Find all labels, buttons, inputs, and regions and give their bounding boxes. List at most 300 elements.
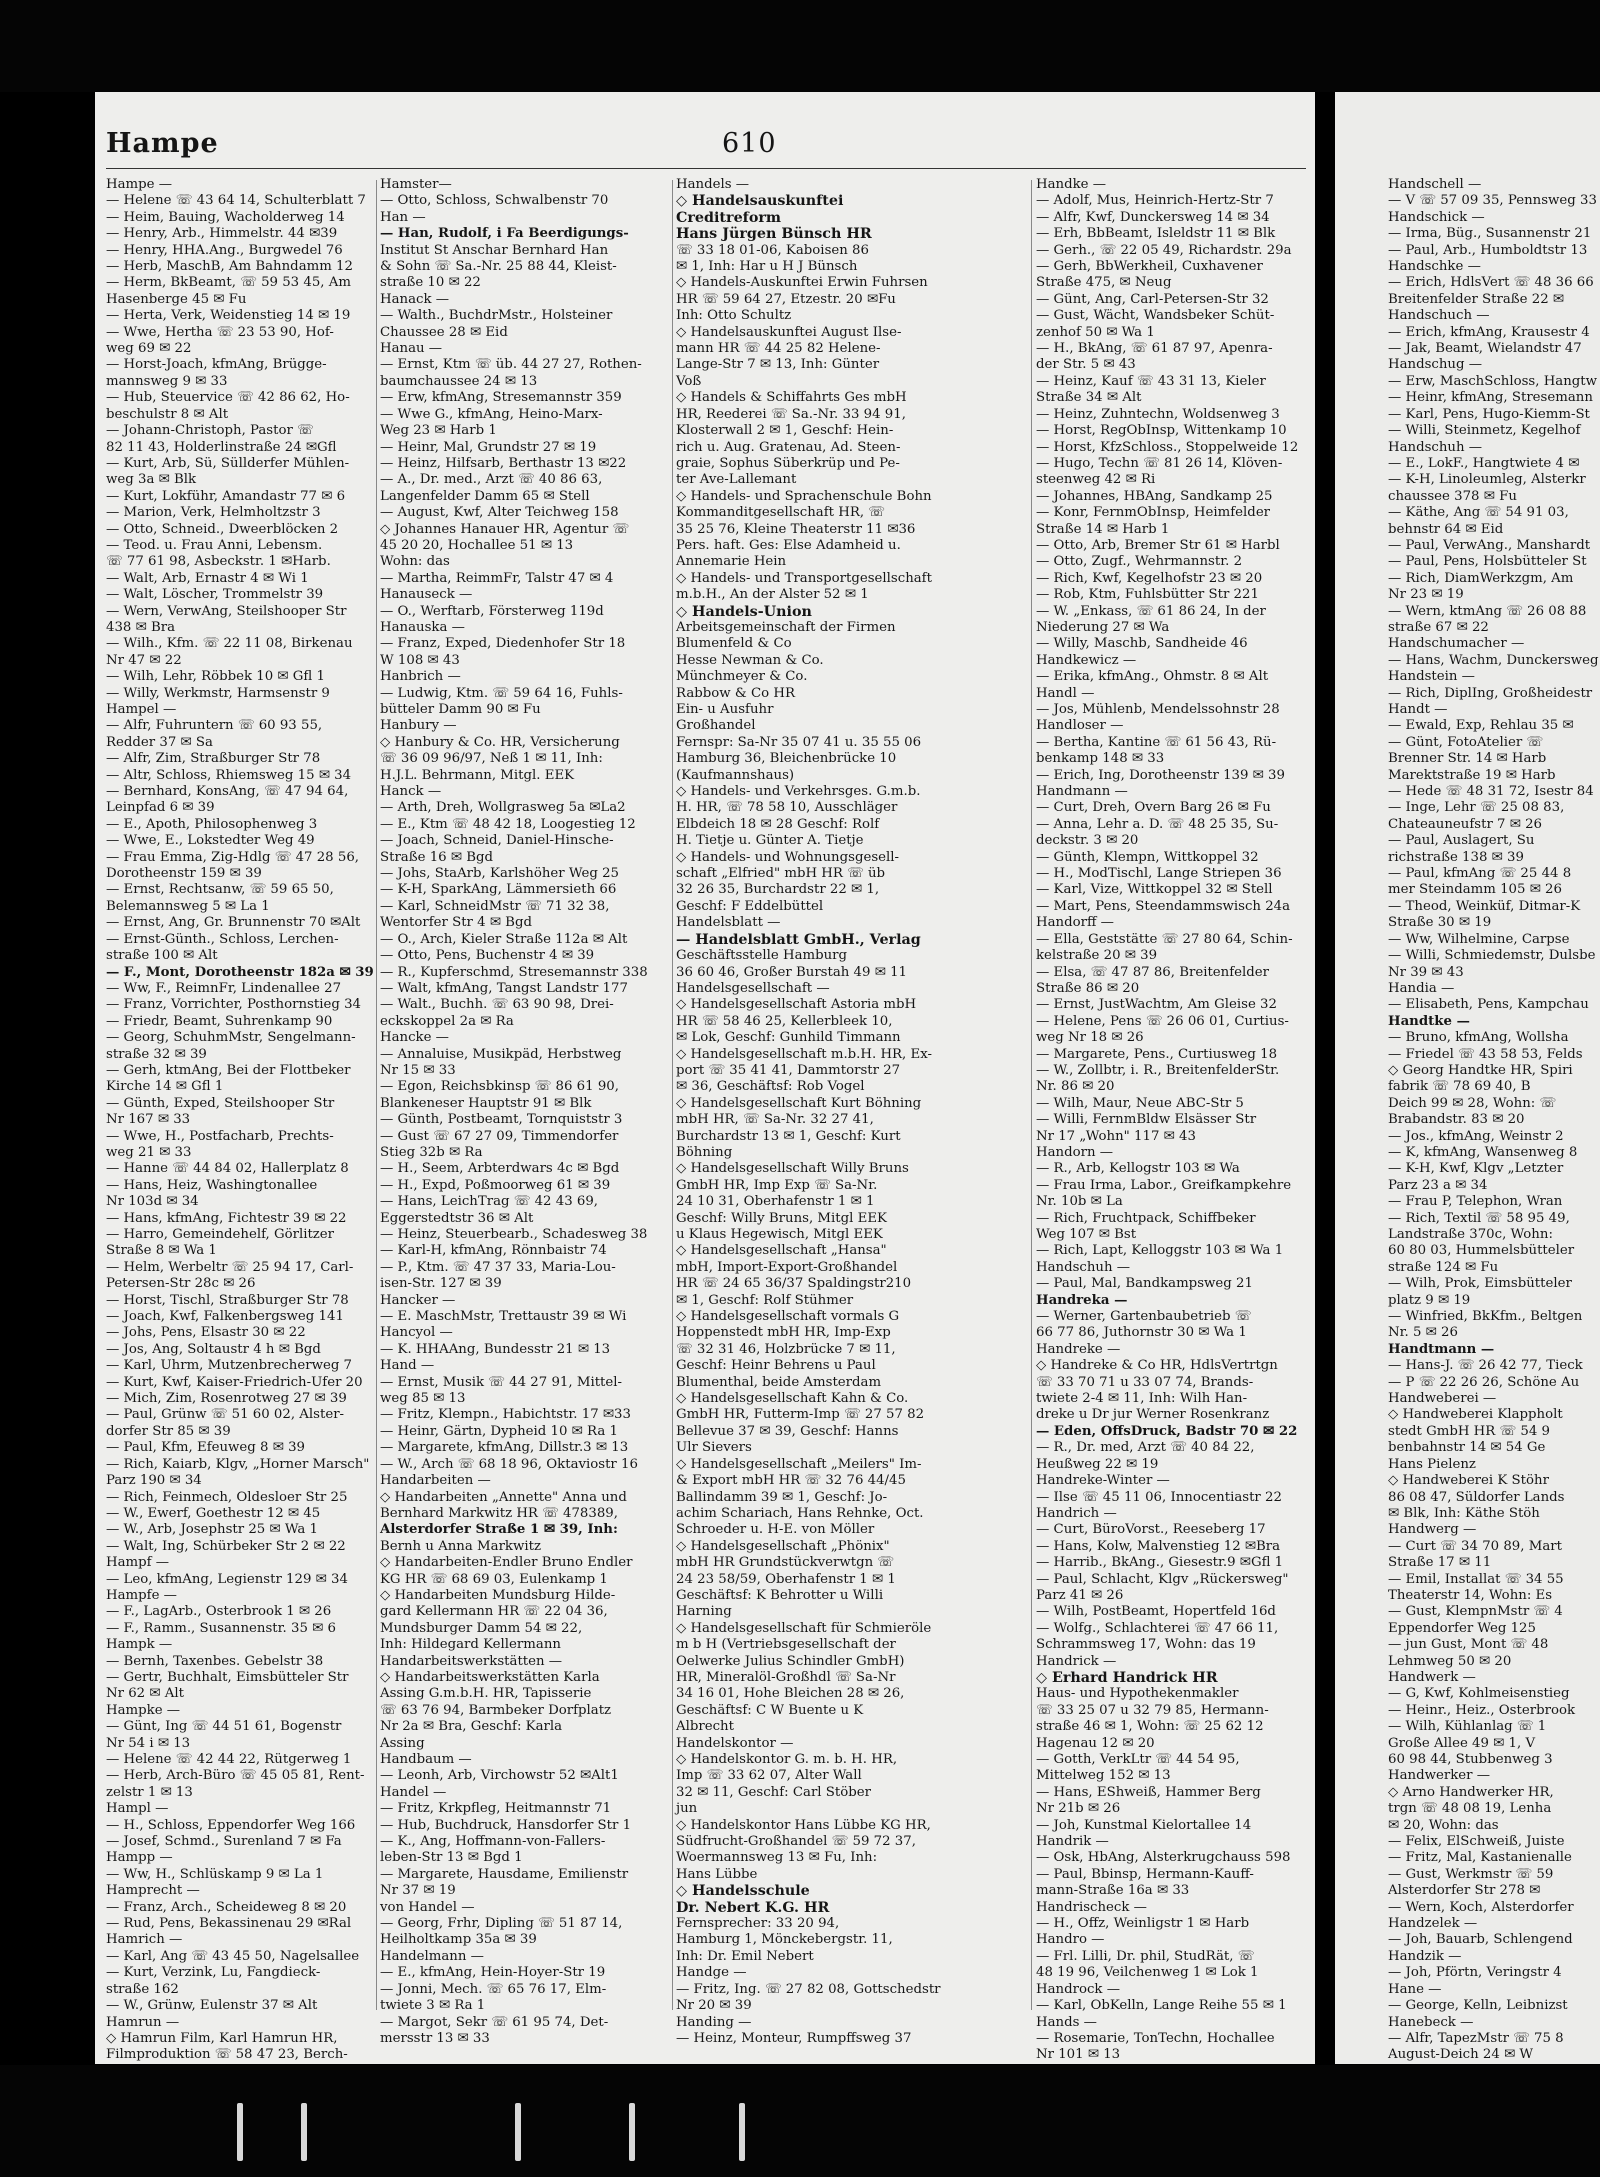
directory-entry: — Leonh, Arb, Virchowstr 52 ✉Alt1	[380, 1768, 619, 1784]
directory-entry: Fernspr: Sa-Nr 35 07 41 u. 35 55 06	[676, 734, 922, 750]
directory-entry: Hanbury —	[380, 718, 457, 734]
directory-entry: Südfrucht-Großhandel ☏ 59 72 37,	[676, 1834, 916, 1850]
directory-entry: Handels —	[676, 177, 750, 192]
directory-entry: Elbdeich 18 ✉ 28 Geschf: Rolf	[676, 816, 880, 832]
directory-entry: 66 77 86, Juthornstr 30 ✉ Wa 1	[1036, 1325, 1247, 1341]
directory-entry: weg 21 ✉ 33	[106, 1144, 192, 1160]
directory-entry: — Erich, kfmAng, Krausestr 4	[1388, 324, 1590, 340]
directory-entry: beschulstr 8 ✉ Alt	[106, 406, 229, 422]
directory-entry: — Alfr, Fuhruntern ☏ 60 93 55,	[106, 718, 323, 734]
directory-entry: isen-Str. 127 ✉ 39	[380, 1276, 502, 1292]
directory-entry: Handschke —	[1388, 259, 1481, 275]
directory-entry: Nr 39 ✉ 43	[1388, 964, 1464, 980]
directory-entry: ✉ 1, Inh: Har u H J Bünsch	[676, 259, 858, 275]
directory-entry: — W., Arch ☏ 68 18 96, Oktaviostr 16	[380, 1456, 638, 1472]
directory-entry: behnstr 64 ✉ Eid	[1388, 521, 1504, 537]
directory-entry: Hesse Newman & Co.	[676, 652, 824, 668]
directory-entry: — Ernst, Ktm ☏ üb. 44 27 27, Rothen-	[380, 357, 642, 373]
directory-entry: Handreka —	[1036, 1292, 1128, 1308]
directory-entry: — Franz, Vorrichter, Posthornstieg 34	[106, 997, 361, 1013]
directory-entry: — Georg, SchuhmMstr, Sengelmann-	[106, 1030, 356, 1046]
directory-entry: twiete 3 ✉ Ra 1	[380, 1998, 486, 2014]
directory-entry: — Elsa, ☏ 47 87 86, Breitenfelder	[1036, 964, 1270, 980]
directory-entry: — Adolf, Mus, Heinrich-Hertz-Str 7	[1036, 193, 1274, 209]
directory-entry: — Willi, FernmBldw Elsässer Str	[1036, 1112, 1257, 1128]
directory-column-2	[380, 177, 670, 2046]
directory-entry: mbH HR, ☏ Sa-Nr. 32 27 41,	[676, 1112, 874, 1128]
directory-entry: Stieg 32b ✉ Ra	[380, 1144, 483, 1160]
directory-entry: — Paul, Auslagert, Su	[1388, 833, 1535, 849]
directory-entry: (Kaufmannshaus)	[676, 767, 795, 783]
directory-entry: 24 23 58/59, Oberhafenstr 1 ✉ 1	[676, 1571, 896, 1587]
directory-entry: Handwerker —	[1388, 1768, 1491, 1784]
directory-entry: Hanauska —	[380, 619, 465, 635]
directory-entry: — Eden, OffsDruck, Badstr 70 ✉ 22	[1036, 1423, 1298, 1439]
directory-entry: — P ☏ 22 26 26, Schöne Au	[1388, 1374, 1580, 1390]
directory-entry: — Winfried, BkKfm., Beltgen	[1388, 1309, 1583, 1325]
directory-entry: Hanauseck —	[380, 587, 473, 603]
directory-entry: ◇ Handelsgesellschaft für Schmieröle	[676, 1620, 932, 1636]
directory-entry: — Konr, FernmObInsp, Heimfelder	[1036, 505, 1271, 521]
directory-entry: Albrecht	[676, 1719, 734, 1735]
directory-entry: Ballindamm 39 ✉ 1, Geschf: Jo-	[676, 1489, 888, 1505]
directory-entry: Handschug —	[1388, 357, 1483, 373]
directory-entry: — Ww, Wilhelmine, Carpse	[1388, 931, 1570, 947]
directory-entry: H.J.L. Behrmann, Mitgl. EEK	[380, 767, 575, 783]
directory-entry: Lange-Str 7 ✉ 13, Inh: Günter	[676, 357, 880, 373]
directory-entry: — Martha, ReimmFr, Talstr 47 ✉ 4	[380, 570, 614, 586]
directory-entry: — Günth, Exped, Steilshooper Str	[106, 1095, 335, 1111]
directory-entry: ◇ Hamrun Film, Karl Hamrun HR,	[106, 2030, 338, 2046]
directory-entry: Bernhard Markwitz HR ☏ 478389,	[380, 1505, 618, 1521]
film-border-bottom	[0, 2065, 1600, 2177]
directory-entry: W 108 ✉ 43	[380, 652, 460, 668]
directory-entry: — Erw, kfmAng, Stresemannstr 359	[380, 390, 622, 406]
directory-entry: Geschf: F Eddelbüttel	[676, 898, 824, 914]
directory-entry: ◇ Erhard Handrick HR	[1036, 1669, 1218, 1686]
directory-entry: — Karl, Uhrm, Mutzenbrecherweg 7	[106, 1358, 353, 1374]
directory-entry: — Gerh, BbWerkheil, Cuxhavener	[1036, 259, 1263, 275]
directory-entry: — Karl, ObKelln, Lange Reihe 55 ✉ 1	[1036, 1998, 1287, 2014]
directory-entry: — Günth, Postbeamt, Tornquiststr 3	[380, 1112, 623, 1128]
directory-entry: — Joh, Pförtn, Veringstr 4	[1388, 1965, 1562, 1981]
directory-entry: 48 19 96, Veilchenweg 1 ✉ Lok 1	[1036, 1965, 1259, 1981]
directory-entry: — Bernh, Taxenbes. Gebelstr 38	[106, 1653, 324, 1669]
directory-entry: — Heinz, Hilfsarb, Berthastr 13 ✉22	[380, 455, 627, 471]
directory-entry: Oelwerke Julius Schindler GmbH)	[676, 1653, 905, 1669]
directory-entry: — O., Arch, Kieler Straße 112a ✉ Alt	[380, 931, 628, 947]
directory-entry: — W., Arb, Josephstr 25 ✉ Wa 1	[106, 1522, 318, 1538]
directory-entry: — Joach, Schneid, Daniel-Hinsche-	[380, 833, 614, 849]
directory-entry: — E., kfmAng, Hein-Hoyer-Str 19	[380, 1965, 606, 1981]
directory-entry: schaft „Elfried" mbH HR ☏ üb	[676, 866, 886, 882]
directory-entry: ◇ Handelsgesellschaft Kurt Böhning	[676, 1095, 922, 1111]
directory-entry: — Rich, Kaiarb, Klgv, „Horner Marsch"	[106, 1456, 370, 1472]
directory-entry: — Hub, Steuervice ☏ 42 86 62, Ho-	[106, 390, 350, 406]
directory-entry: Leinpfad 6 ✉ 39	[106, 800, 215, 816]
directory-entry: 45 20 20, Hochallee 51 ✉ 13	[380, 537, 574, 553]
directory-entry: Niederung 27 ✉ Wa	[1036, 619, 1170, 635]
directory-entry: Haus- und Hypothekenmakler	[1036, 1686, 1239, 1702]
directory-entry: ✉ 20, Wohn: das	[1388, 1817, 1499, 1833]
directory-entry: — Elisabeth, Pens, Kampchau	[1388, 997, 1589, 1013]
directory-entry: twiete 2-4 ✉ 11, Inh: Wilh Han-	[1036, 1391, 1248, 1407]
directory-entry: — Herta, Verk, Weidenstieg 14 ✉ 19	[106, 308, 351, 324]
directory-entry: 60 80 03, Hummelsbütteler	[1388, 1243, 1575, 1259]
directory-entry: — Ewald, Exp, Rehlau 35 ✉	[1388, 718, 1574, 734]
directory-entry: Hamburg 1, Mönckebergstr. 11,	[676, 1932, 893, 1948]
directory-entry: ◇ Johannes Hanauer HR, Agentur ☏	[380, 521, 630, 537]
directory-entry: Straße 34 ✉ Alt	[1036, 390, 1142, 406]
directory-entry: ◇ Handels- und Sprachenschule Bohn	[676, 488, 932, 504]
directory-entry: — K-H, Linoleumleg, Alsterkr	[1388, 472, 1586, 488]
column-divider	[376, 180, 377, 2010]
directory-entry: Handorn —	[1036, 1144, 1114, 1160]
directory-entry: Geschäftsf: K Behrotter u Willi	[676, 1587, 884, 1603]
directory-entry: Wentorfer Str 4 ✉ Bgd	[380, 915, 532, 931]
directory-entry: Blumenfeld & Co	[676, 636, 792, 652]
directory-entry: Eppendorfer Weg 125	[1388, 1620, 1536, 1636]
directory-entry: ◇ Handelsgesellschaft „Meilers" Im-	[676, 1456, 922, 1472]
directory-entry: Hancyol —	[380, 1325, 453, 1341]
directory-entry: Geschäftsf: C W Buente u K	[676, 1702, 864, 1718]
directory-entry: Klosterwall 2 ✉ 1, Geschf: Hein-	[676, 423, 894, 439]
directory-entry: — Curt, BüroVorst., Reeseberg 17	[1036, 1522, 1266, 1538]
directory-entry: — R., Dr. med, Arzt ☏ 40 84 22,	[1036, 1440, 1255, 1456]
directory-entry: — Ernst, Ang, Gr. Brunnenstr 70 ✉Alt	[106, 915, 361, 931]
directory-entry: Annemarie Hein	[676, 554, 787, 570]
directory-entry: ◇ Handarbeitswerkstätten Karla	[380, 1669, 600, 1685]
directory-entry: Handreke —	[1036, 1341, 1121, 1357]
directory-entry: — Fritz, Mal, Kastanienalle	[1388, 1850, 1572, 1866]
directory-entry: Nr. 86 ✉ 20	[1036, 1079, 1115, 1095]
directory-entry: Hanbrich —	[380, 669, 461, 685]
directory-entry: — Helene ☏ 42 44 22, Rütgerweg 1	[106, 1752, 352, 1767]
directory-entry: Hampe —	[106, 177, 173, 192]
directory-entry: Assing G.m.b.H. HR, Tapisserie	[380, 1686, 592, 1702]
directory-entry: — Heinr, Gärtn, Dypheid 10 ✉ Ra 1	[380, 1423, 618, 1439]
directory-entry: 86 08 47, Süldorfer Lands	[1388, 1489, 1565, 1505]
directory-entry: Handbaum —	[380, 1752, 472, 1767]
directory-entry: Handtmann —	[1388, 1341, 1495, 1357]
directory-entry: Inh: Dr. Emil Nebert	[676, 1948, 814, 1964]
directory-entry: — Wilh, Maur, Neue ABC-Str 5	[1036, 1095, 1244, 1111]
directory-entry: GmbH HR, Imp Exp ☏ Sa-Nr.	[676, 1177, 878, 1193]
directory-entry: — Hugo, Techn ☏ 81 26 14, Klöven-	[1036, 455, 1283, 471]
directory-entry: Mundsburger Damm 54 ✉ 22,	[380, 1620, 583, 1636]
directory-entry: Handarbeiten —	[380, 1473, 491, 1489]
directory-entry: Weg 107 ✉ Bst	[1036, 1227, 1137, 1242]
directory-entry: Fernsprecher: 33 20 94,	[676, 1916, 840, 1932]
directory-entry: — Rud, Pens, Bekassinenau 29 ✉Ral	[106, 1916, 352, 1932]
directory-entry: — Irma, Büg., Susannenstr 21	[1388, 226, 1592, 242]
directory-entry: — Hans, Heiz, Washingtonallee	[106, 1177, 318, 1193]
directory-entry: — Walt, Arb, Ernastr 4 ✉ Wi 1	[106, 570, 309, 586]
directory-entry: — Han, Rudolf, i Fa Beerdigungs-	[380, 226, 629, 242]
directory-entry: jun	[676, 1801, 698, 1817]
directory-entry: — Karl, Pens, Hugo-Kiemm-St	[1388, 406, 1590, 422]
directory-entry: — Paul, Kfm, Efeuweg 8 ✉ 39	[106, 1440, 306, 1456]
directory-entry: straße 10 ✉ 22	[380, 275, 481, 291]
directory-entry: Hand —	[380, 1358, 435, 1374]
directory-column-1	[106, 177, 374, 2063]
directory-entry: Eggerstedtstr 36 ✉ Alt	[380, 1210, 534, 1226]
directory-entry: Handke —	[1036, 177, 1107, 192]
directory-entry: ◇ Handelsschule	[676, 1883, 810, 1900]
directory-entry: port ☏ 35 41 41, Dammtorstr 27	[676, 1062, 901, 1078]
directory-entry: Geschf: Heinr Behrens u Paul	[676, 1358, 876, 1374]
directory-entry: Inh: Hildegard Kellermann	[380, 1637, 561, 1653]
directory-entry: Nr 15 ✉ 33	[380, 1062, 456, 1078]
directory-entry: — Erw, MaschSchloss, Hangtw	[1388, 373, 1598, 389]
directory-entry: Nr 103d ✉ 34	[106, 1194, 199, 1210]
directory-entry: — H., Expd, Poßmoorweg 61 ✉ 39	[380, 1177, 611, 1193]
directory-entry: — Rich, Lapt, Kelloggstr 103 ✉ Wa 1	[1036, 1243, 1284, 1259]
directory-entry: benbahnstr 14 ✉ 54 Ge	[1388, 1440, 1546, 1456]
directory-entry: — Friedel ☏ 43 58 53, Felds	[1388, 1046, 1583, 1062]
directory-entry: Hampfe —	[106, 1587, 177, 1603]
directory-entry: — Walt, Ing, Schürbeker Str 2 ✉ 22	[106, 1538, 346, 1554]
directory-entry: — K., Ang, Hoffmann-von-Fallers-	[380, 1834, 606, 1850]
directory-entry: Burchardstr 13 ✉ 1, Geschf: Kurt	[676, 1128, 901, 1144]
directory-entry: Petersen-Str 28c ✉ 26	[106, 1276, 256, 1292]
directory-entry: HR, Reederei ☏ Sa.-Nr. 33 94 91,	[676, 406, 906, 422]
directory-entry: — Hans-J. ☏ 26 42 77, Tieck	[1388, 1358, 1583, 1374]
directory-entry: — G, Kwf, Kohlmeisenstieg	[1388, 1686, 1570, 1702]
directory-entry: — Willi, Steinmetz, Kegelhof	[1388, 423, 1581, 439]
directory-entry: Lehmweg 50 ✉ 20	[1388, 1653, 1512, 1669]
directory-entry: — Heinz, Zuhntechn, Woldsenweg 3	[1036, 406, 1280, 422]
directory-entry: Handelsblatt —	[676, 915, 781, 931]
directory-entry: Straße 30 ✉ 19	[1388, 915, 1492, 931]
directory-entry: ☏ 33 25 07 u 32 79 85, Hermann-	[1036, 1702, 1269, 1718]
directory-entry: Parz 41 ✉ 26	[1036, 1587, 1124, 1603]
directory-entry: Nr 21b ✉ 26	[1036, 1801, 1121, 1817]
directory-entry: — Joh, Bauarb, Schlengend	[1388, 1932, 1573, 1948]
directory-entry: ◇ Handelsgesellschaft Astoria mbH	[676, 997, 917, 1013]
directory-entry: — F., Mont, Dorotheenstr 182a ✉ 39	[106, 964, 374, 980]
directory-entry: deckstr. 3 ✉ 20	[1036, 833, 1139, 849]
directory-entry: m b H (Vertriebsgesellschaft der	[676, 1637, 896, 1653]
directory-entry: — Willi, Schmiedemstr, Dulsbe	[1388, 948, 1596, 964]
directory-entry: — Fritz, Klempn., Habichtstr. 17 ✉33	[380, 1407, 631, 1423]
directory-entry: — Teod. u. Frau Anni, Lebensm.	[106, 537, 323, 553]
directory-entry: Bellevue 37 ✉ 39, Geschf: Hanns	[676, 1423, 899, 1439]
directory-entry: Handschuch —	[1388, 308, 1490, 324]
directory-entry: — K-H, SparkAng, Lämmersieth 66	[380, 882, 617, 898]
directory-entry: Straße 16 ✉ Bgd	[380, 849, 494, 865]
directory-entry: — Horst, Tischl, Straßburger Str 78	[106, 1292, 349, 1308]
page-header-keyword: Hampe	[106, 128, 219, 159]
directory-entry: Nr 54 i ✉ 13	[106, 1735, 191, 1751]
directory-entry: Ulr Sievers	[676, 1440, 752, 1456]
directory-entry: — Heinz, Monteur, Rumpffsweg 37	[676, 2030, 912, 2046]
directory-entry: Landstraße 370c, Wohn:	[1388, 1227, 1553, 1242]
directory-entry: — Jos., kfmAng, Weinstr 2	[1388, 1128, 1564, 1144]
directory-entry: — August, Kwf, Alter Teichweg 158	[380, 505, 619, 521]
directory-entry: — Johannes, HBAng, Sandkamp 25	[1036, 488, 1273, 504]
directory-entry: ✉ Blk, Inh: Käthe Stöh	[1388, 1505, 1540, 1521]
directory-entry: — Josef, Schmd., Surenland 7 ✉ Fa	[106, 1834, 342, 1850]
directory-entry: Nr 167 ✉ 33	[106, 1112, 191, 1128]
directory-entry: — Heinz, Kauf ☏ 43 31 13, Kieler	[1036, 373, 1266, 389]
directory-entry: straße 124 ✉ Fu	[1388, 1259, 1499, 1275]
directory-entry: ◇ Handelsgesellschaft Kahn & Co.	[676, 1391, 909, 1407]
directory-entry: Hanau —	[380, 341, 443, 357]
directory-entry: — Johs, StaArb, Karlshöher Weg 25	[380, 866, 619, 882]
directory-entry: HR ☏ 58 46 25, Kellerbleek 10,	[676, 1013, 893, 1029]
directory-entry: ◇ Handelsauskunftei	[676, 193, 844, 210]
directory-entry: — Wern, Koch, Alsterdorfer	[1388, 1899, 1574, 1915]
directory-entry: — Margot, Sekr ☏ 61 95 74, Det-	[380, 2014, 609, 2030]
directory-entry: Hans Pielenz	[1388, 1456, 1476, 1472]
directory-entry: — Herb, MaschB, Am Bahndamm 12	[106, 259, 353, 275]
directory-entry: — Franz, Exped, Diedenhofer Str 18	[380, 636, 626, 652]
directory-entry: — Herm, BkBeamt, ☏ 59 53 45, Am	[106, 275, 351, 291]
directory-entry: — Hans, kfmAng, Fichtestr 39 ✉ 22	[106, 1210, 347, 1226]
directory-entry: — Otto, Zugf., Wehrmannstr. 2	[1036, 554, 1243, 570]
directory-entry: Handrischeck —	[1036, 1899, 1147, 1915]
directory-entry: — Otto, Schneid., Dweerblöcken 2	[106, 521, 339, 537]
directory-entry: — Alfr, TapezMstr ☏ 75 8	[1388, 2030, 1564, 2046]
directory-entry: baumchaussee 24 ✉ 13	[380, 373, 538, 389]
directory-entry: — Wilh, Kühlanlag ☏ 1	[1388, 1719, 1547, 1735]
directory-entry: mannsweg 9 ✉ 33	[106, 373, 228, 389]
directory-entry: Chateauneufstr 7 ✉ 26	[1388, 816, 1543, 832]
directory-entry: — Rich, Textil ☏ 58 95 49,	[1388, 1210, 1570, 1226]
directory-column-5	[1388, 177, 1600, 2063]
directory-entry: Hampp —	[106, 1850, 173, 1866]
directory-entry: — Karl, Vize, Wittkoppel 32 ✉ Stell	[1036, 882, 1273, 898]
directory-entry: 60 98 44, Stubbenweg 3	[1388, 1752, 1553, 1767]
directory-entry: — Arth, Dreh, Wollgrasweg 5a ✉La2	[380, 800, 626, 816]
directory-entry: — Günth, Klempn, Wittkoppel 32	[1036, 849, 1259, 865]
directory-entry: — Horst-Joach, kfmAng, Brügge-	[106, 357, 327, 373]
directory-entry: — Paul, Pens, Holsbütteler St	[1388, 554, 1587, 570]
directory-entry: Hane —	[1388, 1981, 1442, 1997]
directory-entry: ◇ Handelsgesellschaft „Hansa"	[676, 1243, 887, 1259]
directory-entry: gard Kellermann HR ☏ 22 04 36,	[380, 1604, 608, 1620]
directory-entry: ◇ Handelskontor G. m. b. H. HR,	[676, 1752, 898, 1767]
directory-entry: Nr 62 ✉ Alt	[106, 1686, 184, 1702]
directory-entry: — O., Werftarb, Försterweg 119d	[380, 603, 604, 619]
directory-entry: — Alfr, Zim, Straßburger Str 78	[106, 751, 321, 767]
directory-entry: Hagenau 12 ✉ 20	[1036, 1735, 1155, 1751]
directory-entry: — Kurt, Verzink, Lu, Fangdieck-	[106, 1965, 321, 1981]
directory-entry: Münchmeyer & Co.	[676, 669, 808, 685]
directory-entry: Handrick —	[1036, 1653, 1117, 1669]
directory-entry: von Handel —	[380, 1899, 475, 1915]
directory-entry: — Joach, Kwf, Falkenbergsweg 141	[106, 1309, 344, 1325]
directory-entry: 35 25 76, Kleine Theaterstr 11 ✉36	[676, 521, 916, 537]
directory-entry: — Rich, Kwf, Kegelhofstr 23 ✉ 20	[1036, 570, 1263, 586]
directory-entry: Handt —	[1388, 702, 1448, 717]
directory-entry: — Helene, Pens ☏ 26 06 01, Curtius-	[1036, 1013, 1289, 1029]
directory-entry: Marektstraße 19 ✉ Harb	[1388, 767, 1556, 783]
directory-entry: Nr 47 ✉ 22	[106, 652, 182, 668]
directory-entry: — Curt ☏ 34 70 89, Mart	[1388, 1538, 1562, 1554]
directory-entry: — Gerh, ktmAng, Bei der Flottbeker	[106, 1062, 351, 1078]
directory-entry: Handelskontor —	[676, 1735, 794, 1751]
directory-entry: Imp ☏ 33 62 07, Alter Wall	[676, 1768, 862, 1784]
directory-entry: — Horst, KfzSchloss., Stoppelweide 12	[1036, 439, 1299, 455]
directory-entry: Nr 20 ✉ 39	[676, 1998, 752, 2014]
directory-entry: Hoppenstedt mbH HR, Imp-Exp	[676, 1325, 891, 1341]
directory-entry: dreke u Dr jur Werner Rosenkranz	[1036, 1407, 1270, 1423]
directory-entry: ◇ Handelsgesellschaft „Phönix"	[676, 1538, 890, 1554]
directory-entry: — Frau Irma, Labor., Greifkampkehre	[1036, 1177, 1292, 1193]
directory-entry: — Bruno, kfmAng, Wollsha	[1388, 1030, 1569, 1046]
directory-entry: mann HR ☏ 44 25 82 Helene-	[676, 341, 881, 357]
directory-entry: — Georg, Frhr, Dipling ☏ 51 87 14,	[380, 1916, 623, 1932]
directory-entry: — Gust, Wächt, Wandsbeker Schüt-	[1036, 308, 1275, 324]
directory-entry: Handwerk —	[1388, 1669, 1476, 1685]
directory-entry: Handia —	[1388, 980, 1455, 996]
directory-entry: Langenfelder Damm 65 ✉ Stell	[380, 488, 590, 504]
directory-entry: Handloser —	[1036, 718, 1124, 734]
directory-entry: weg 69 ✉ 22	[106, 341, 192, 357]
directory-entry: Creditreform	[676, 209, 782, 226]
directory-entry: Handwerg —	[1388, 1522, 1477, 1538]
directory-entry: benkamp 148 ✉ 33	[1036, 751, 1165, 767]
directory-entry: — Otto, Pens, Buchenstr 4 ✉ 39	[380, 948, 595, 964]
directory-entry: — Altr, Schloss, Rhiemsweg 15 ✉ 34	[106, 767, 352, 783]
directory-entry: — Willy, Maschb, Sandheide 46	[1036, 636, 1248, 652]
directory-entry: — Ww, F., ReimnFr, Lindenallee 27	[106, 980, 342, 996]
directory-entry: ☏ 77 61 98, Asbeckstr. 1 ✉Harb.	[106, 554, 331, 570]
directory-entry: straße 46 ✉ 1, Wohn: ☏ 25 62 12	[1036, 1719, 1264, 1735]
directory-entry: — Heinr, kfmAng, Stresemann	[1388, 390, 1593, 406]
directory-entry: — Kurt, Kwf, Kaiser-Friedrich-Ufer 20	[106, 1374, 363, 1390]
directory-entry: Heußweg 22 ✉ 19	[1036, 1456, 1159, 1472]
directory-entry: ✉ 36, Geschäftsf: Rob Vogel	[676, 1079, 865, 1095]
directory-entry: 34 16 01, Hohe Bleichen 28 ✉ 26,	[676, 1686, 905, 1702]
directory-entry: — Margarete, Pens., Curtiusweg 18	[1036, 1046, 1278, 1062]
directory-entry: Handorff —	[1036, 915, 1114, 931]
directory-entry: — Walt, Löscher, Trommelstr 39	[106, 587, 324, 603]
directory-entry: Hanack —	[380, 291, 450, 307]
directory-entry: — Heim, Bauing, Wacholderweg 14	[106, 209, 345, 225]
directory-entry: mbH, Import-Export-Großhandel	[676, 1259, 898, 1275]
directory-entry: — Ludwig, Ktm. ☏ 59 64 16, Fuhls-	[380, 685, 623, 701]
directory-entry: — Helm, Werbeltr ☏ 25 94 17, Carl-	[106, 1259, 354, 1275]
directory-entry: — Rich, Fruchtpack, Schiffbeker	[1036, 1210, 1256, 1226]
directory-entry: ◇ Handelsgesellschaft vormals G	[676, 1309, 900, 1325]
directory-entry: mersstr 13 ✉ 33	[380, 2030, 490, 2046]
directory-entry: — H., BkAng, ☏ 61 87 97, Apenra-	[1036, 341, 1273, 357]
directory-entry: weg Nr 18 ✉ 26	[1036, 1030, 1144, 1046]
directory-entry: — Joh, Kunstmal Kielortallee 14	[1036, 1817, 1252, 1833]
directory-entry: Straße 14 ✉ Harb 1	[1036, 521, 1170, 537]
directory-entry: — Wwe G., kfmAng, Heino-Marx-	[380, 406, 603, 422]
directory-entry: Geschäftsstelle Hamburg	[676, 948, 848, 964]
directory-entry: Inh: Otto Schultz	[676, 308, 792, 324]
directory-entry: Schroeder u. H-E. von Möller	[676, 1522, 875, 1538]
directory-entry: & Export mbH HR ☏ 32 76 44/45	[676, 1473, 906, 1489]
directory-entry: — Helene ☏ 43 64 14, Schulterblatt 7	[106, 193, 366, 209]
directory-entry: graie, Sophus Süberkrüp und Pe-	[676, 455, 900, 471]
directory-entry: — Harro, Gemeindehelf, Görlitzer	[106, 1227, 335, 1242]
directory-entry: — Egon, Reichsbkinsp ☏ 86 61 90,	[380, 1079, 619, 1095]
directory-entry: — Ww, H., Schlüskamp 9 ✉ La 1	[106, 1866, 324, 1882]
directory-entry: 438 ✉ Bra	[106, 619, 176, 635]
directory-entry: Straße 8 ✉ Wa 1	[106, 1243, 217, 1259]
directory-entry: Woermannsweg 13 ✉ Fu, Inh:	[676, 1850, 878, 1866]
directory-entry: H. HR, ☏ 78 58 10, Ausschläger	[676, 800, 898, 816]
directory-entry: straße 32 ✉ 39	[106, 1046, 207, 1062]
directory-entry: Handreke-Winter —	[1036, 1473, 1170, 1489]
directory-entry: straße 67 ✉ 22	[1388, 619, 1489, 635]
